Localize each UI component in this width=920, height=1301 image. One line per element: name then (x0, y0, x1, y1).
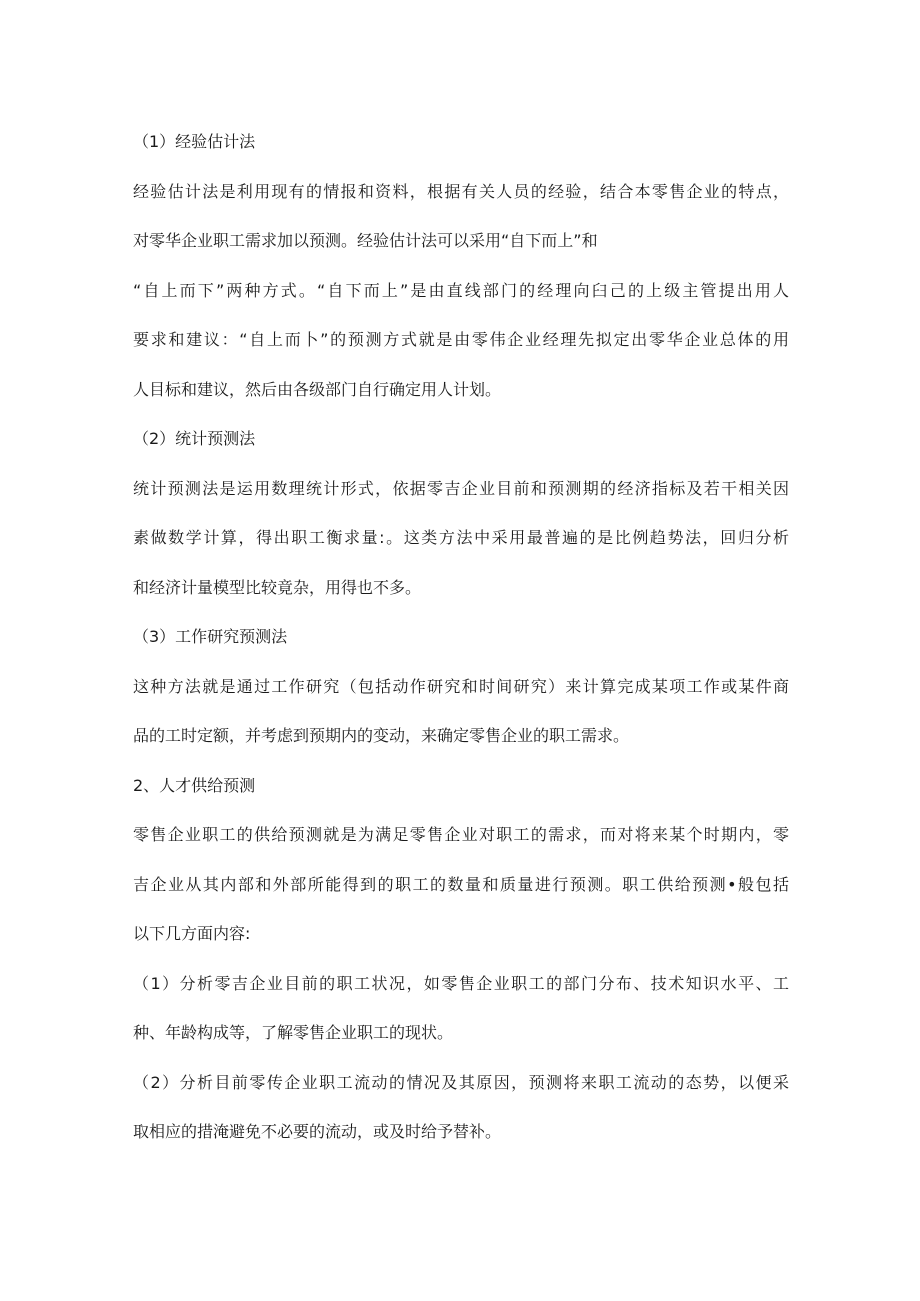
paragraph-line: 以下几方面内容: (133, 924, 251, 943)
heading-statistical-forecasting: （2）统计预测法 (133, 429, 256, 448)
heading-experience-estimation: （1）经验估计法 (133, 132, 256, 151)
list-item-line: 取相应的措淹避免不必要的流动，或及时给予替补。 (133, 1122, 502, 1141)
paragraph-line: 零售企业职工的供给预测就是为满足零售企业对职工的需求，而对将来某个时期内，零 (133, 825, 789, 844)
list-item-line: （1）分析零吉企业目前的职工状况，如零售企业职工的部门分布、技术知识水平、工 (133, 973, 789, 993)
paragraph-line: 品的工时定额，并考虑到预期内的变动，来确定零售企业的职工需求。 (133, 726, 630, 745)
paragraph-line: 要求和建议：“自上而卜”的预测方式就是由零伟企业经理先拟定出零华企业总体的用 (133, 330, 789, 349)
document-body (133, 125, 789, 1165)
paragraph-line: 和经济计量模型比较竟杂，用得也不多。 (133, 577, 422, 597)
paragraph-line: 这种方法就是通过工作研究（包括动作研究和时间研究）来计算完成某项工作或某件商 (133, 676, 789, 696)
list-item-line: 种、年龄构成等，了解零售企业职工的现状。 (133, 1023, 454, 1042)
list-item-line: （2）分析目前零传企业职工流动的情况及其原因，预测将来职工流动的态势，以便采 (133, 1072, 789, 1092)
heading-talent-supply-forecasting: 2、人才供给预测 (133, 775, 256, 795)
heading-work-study-forecasting: （3）工作研究预测法 (133, 627, 288, 646)
paragraph-line: 经验估计法是利用现有的情报和资料，根据有关人员的经验，结合本零售企业的特点， (133, 181, 789, 201)
paragraph-line: “自上而下”两种方式。“自下而上”是由直线部门的经理向臼己的上级主管提出用人 (133, 280, 789, 300)
paragraph-line: 吉企业从其内部和外部所能得到的职工的数量和质量进行预测。职工供给预测•般包括 (133, 874, 789, 894)
paragraph-line: 素做数学计算，得出职工衡求量:。这类方法中采用最普遍的是比例趋势法，回归分析 (133, 528, 789, 547)
paragraph-line: 人目标和建议，然后由各级部门自行确定用人计划。 (133, 379, 502, 399)
paragraph-line: 统计预测法是运用数理统计形式，依据零吉企业目前和预测期的经济指标及若干相关因 (133, 478, 789, 498)
paragraph-line: 对零华企业职工需求加以预测。经验估计法可以采用“自下而上”和 (133, 231, 598, 250)
